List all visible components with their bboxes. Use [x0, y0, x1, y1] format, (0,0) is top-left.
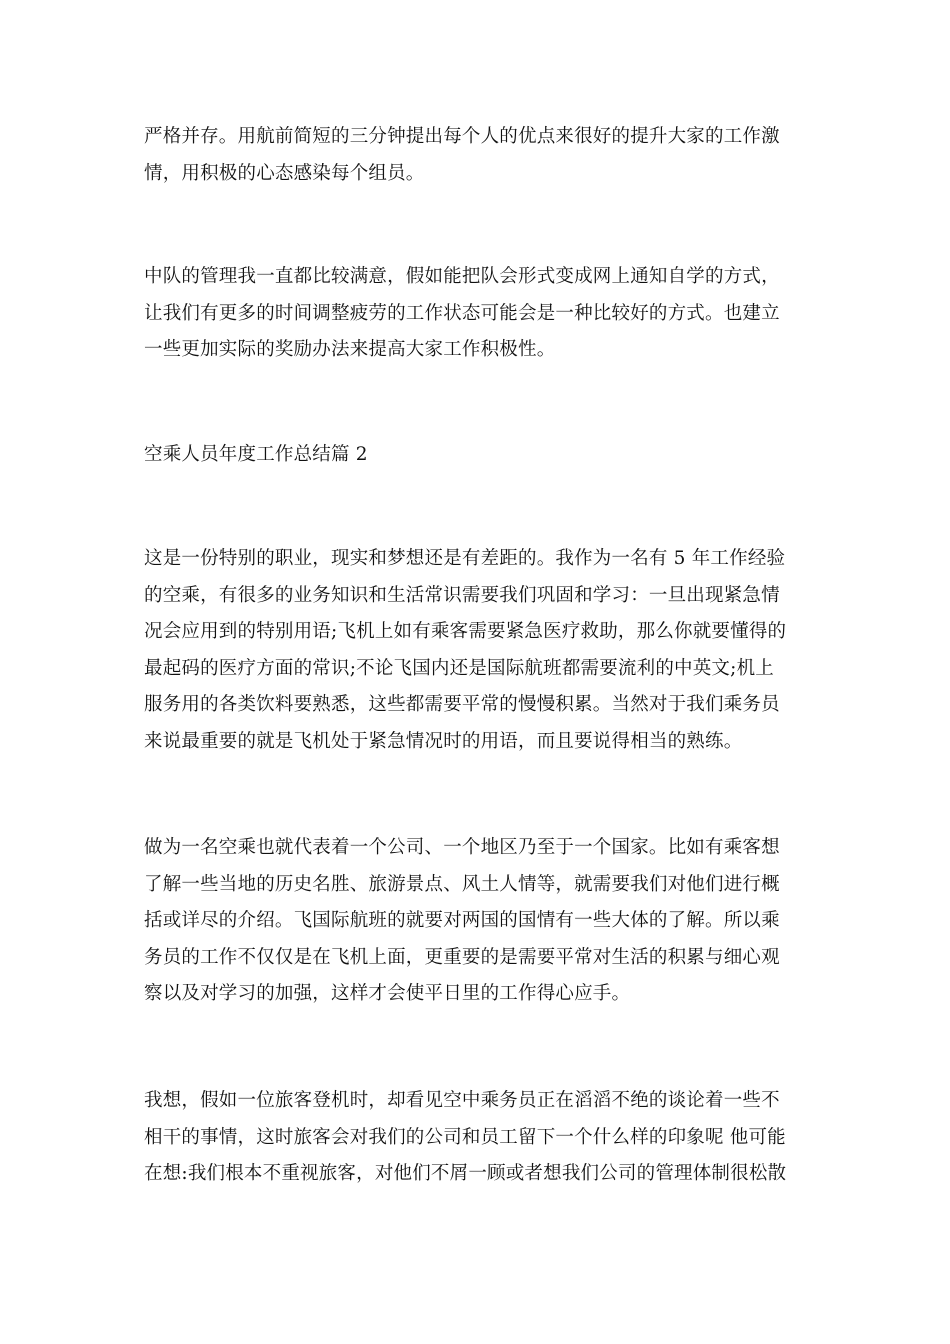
text-line: 让我们有更多的时间调整疲劳的工作状态可能会是一种比较好的方式。也建立 [144, 302, 780, 324]
text-line: 我想，假如一位旅客登机时，却看见空中乘务员正在滔滔不绝的谈论着一些不 [144, 1090, 780, 1111]
section-heading [144, 437, 808, 474]
paragraph-continuation [144, 119, 808, 192]
paragraph-profession [144, 541, 808, 760]
text-line: 最起码的医疗方面的常识;不论飞国内还是国际航班都需要流利的中英文;机上 [144, 657, 774, 679]
heading-line: 空乘人员年度工作总结篇 2 [144, 444, 368, 465]
text-line: 察以及对学习的加强，这样才会使平日里的工作得心应手。 [144, 983, 631, 1004]
text-line: 服务用的各类饮料要熟悉，这些都需要平常的慢慢积累。当然对于我们乘务员 [144, 694, 780, 715]
text-line: 做为一名空乘也就代表着一个公司、一个地区乃至于一个国家。比如有乘客想 [144, 837, 780, 858]
paragraph-passenger-impression [144, 1083, 808, 1193]
text-line: 中队的管理我一直都比较满意，假如能把队会形式变成网上通知自学的方式， [144, 266, 780, 287]
text-line: 来说最重要的就是飞机处于紧急情况时的用语，而且要说得相当的熟练。 [144, 730, 743, 752]
text-line: 括或详尽的介绍。飞国际航班的就要对两国的国情有一些大体的了解。所以乘 [144, 910, 780, 931]
paragraph-squadron-management [144, 259, 808, 369]
paragraph-representation [144, 830, 808, 1013]
text-line: 严格并存。用航前简短的三分钟提出每个人的优点来很好的提升大家的工作激 [144, 126, 780, 147]
text-line: 这是一份特别的职业，现实和梦想还是有差距的。我作为一名有 5 年工作经验 [144, 548, 786, 569]
text-line: 况会应用到的特别用语;飞机上如有乘客需要紧急医疗救助，那么你就要懂得的 [144, 621, 787, 642]
text-line: 情，用积极的心态感染每个组员。 [144, 162, 425, 184]
text-line: 相干的事情，这时旅客会对我们的公司和员工留下一个什么样的印象呢 他可能 [144, 1126, 786, 1148]
text-line: 一些更加实际的奖励办法来提高大家工作积极性。 [144, 339, 556, 360]
text-line: 在想:我们根本不重视旅客，对他们不屑一顾或者想我们公司的管理体制很松散 [144, 1163, 787, 1184]
text-line: 了解一些当地的历史名胜、旅游景点、风土人情等，就需要我们对他们进行概 [144, 873, 780, 895]
text-line: 的空乘，有很多的业务知识和生活常识需要我们巩固和学习：一旦出现紧急情 [144, 584, 780, 606]
text-line: 务员的工作不仅仅是在飞机上面，更重要的是需要平常对生活的积累与细心观 [144, 946, 780, 968]
